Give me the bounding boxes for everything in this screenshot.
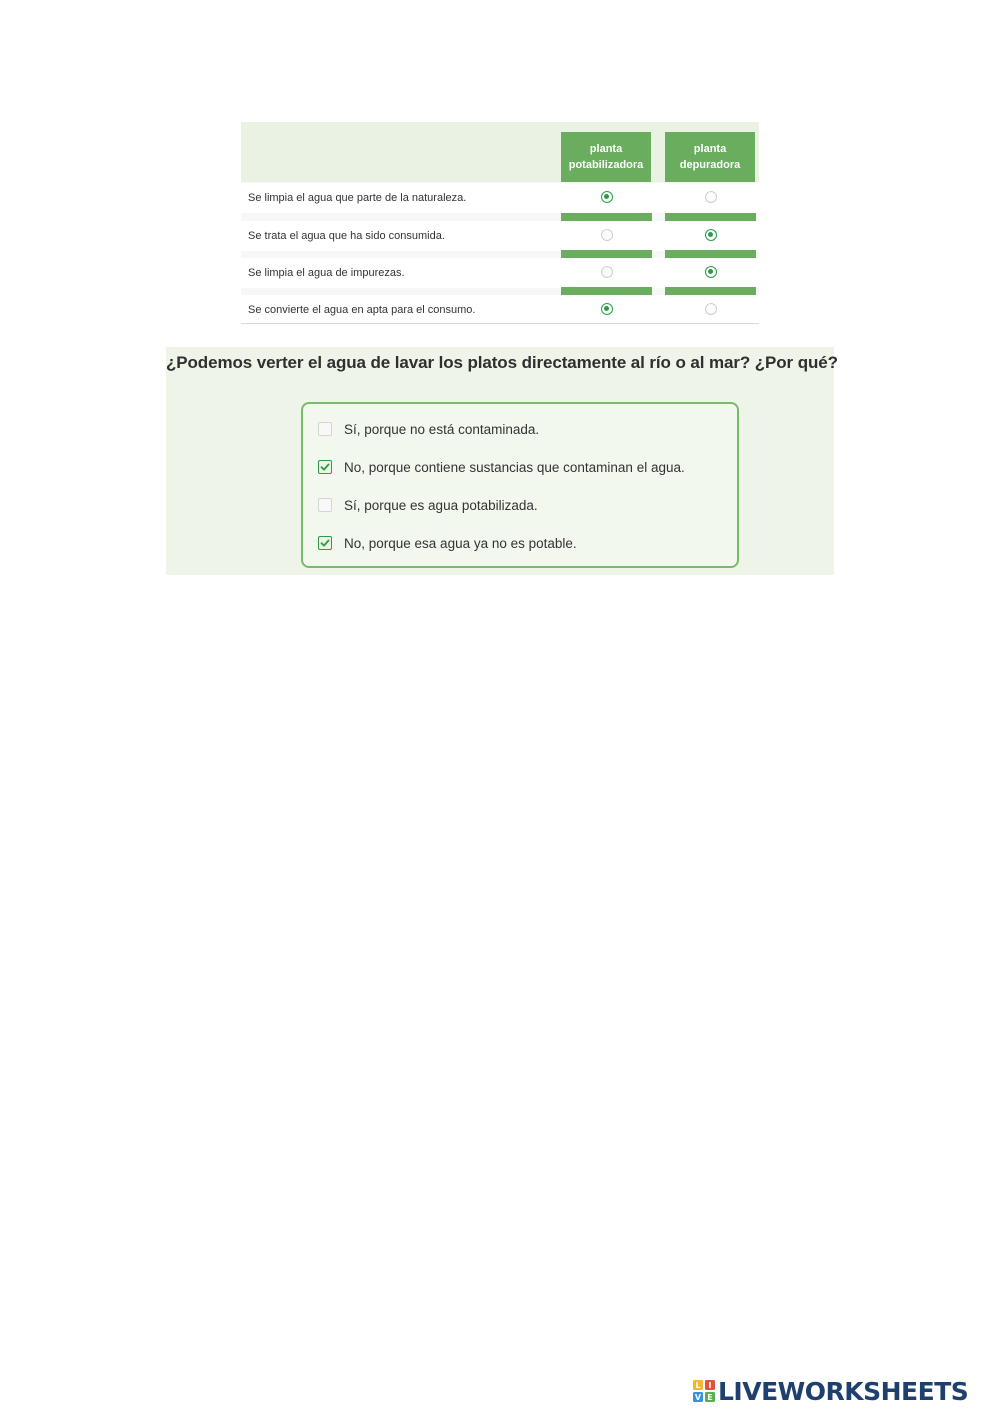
- row-statement: Se trata el agua que ha sido consumida.: [248, 230, 445, 242]
- checkbox[interactable]: [318, 498, 332, 512]
- logo-text: LIVEWORKSHEETS: [718, 1376, 969, 1406]
- row-separator: [665, 287, 756, 295]
- check-icon: [320, 538, 330, 548]
- options-box: [301, 402, 739, 568]
- svg-text:L: L: [695, 1381, 701, 1390]
- row-separator: [665, 250, 756, 258]
- row-statement: Se limpia el agua que parte de la naturaleza.: [248, 192, 467, 204]
- check-icon: [320, 462, 330, 472]
- checkbox[interactable]: [318, 536, 332, 550]
- svg-text:E: E: [707, 1393, 713, 1402]
- table-row: [241, 183, 759, 213]
- option-label: Sí, porque es agua potabilizada.: [344, 497, 538, 513]
- svg-text:I: I: [708, 1381, 712, 1390]
- option-label: No, porque contiene sustancias que contaminan el agua.: [344, 459, 685, 475]
- option-item[interactable]: [318, 418, 539, 440]
- radio-depuradora[interactable]: [705, 303, 717, 315]
- row-statement: Se convierte el agua en apta para el consumo.: [248, 304, 476, 316]
- radio-potabilizadora[interactable]: [601, 303, 613, 315]
- question-text: ¿Podemos verter el agua de lavar los platos directamente al río o al mar? ¿Por qué?: [166, 353, 838, 372]
- radio-depuradora[interactable]: [705, 266, 717, 278]
- column-header-depuradora: [665, 132, 755, 182]
- radio-potabilizadora[interactable]: [601, 229, 613, 241]
- checkbox[interactable]: [318, 422, 332, 436]
- table-bottom-border: [241, 323, 759, 324]
- radio-depuradora[interactable]: [705, 191, 717, 203]
- row-separator: [561, 250, 652, 258]
- column-header-line: depuradora: [679, 159, 741, 171]
- option-item[interactable]: [318, 456, 685, 478]
- option-label: No, porque esa agua ya no es potable.: [344, 535, 577, 551]
- column-header-line: planta: [693, 143, 727, 155]
- column-header-potabilizadora: [561, 132, 651, 182]
- table-row: [241, 295, 759, 325]
- radio-depuradora[interactable]: [705, 229, 717, 241]
- option-label: Sí, porque no está contaminada.: [344, 421, 540, 437]
- row-separator: [665, 213, 756, 221]
- radio-potabilizadora[interactable]: [601, 191, 613, 203]
- question-panel: [166, 347, 838, 575]
- row-statement: Se limpia el agua de impurezas.: [248, 267, 405, 279]
- checkbox[interactable]: [318, 460, 332, 474]
- option-item[interactable]: [318, 494, 538, 516]
- liveworksheets-logo-icon: [693, 1380, 715, 1402]
- option-item[interactable]: [318, 532, 577, 554]
- liveworksheets-logo: [693, 1376, 968, 1406]
- column-header-line: planta: [589, 143, 623, 155]
- row-separator: [561, 287, 652, 295]
- plant-comparison-table: [241, 122, 759, 324]
- table-row: [241, 258, 759, 288]
- row-separator: [561, 213, 652, 221]
- table-row: [241, 221, 759, 251]
- column-header-line: potabilizadora: [568, 159, 644, 171]
- radio-potabilizadora[interactable]: [601, 266, 613, 278]
- svg-text:V: V: [694, 1393, 702, 1402]
